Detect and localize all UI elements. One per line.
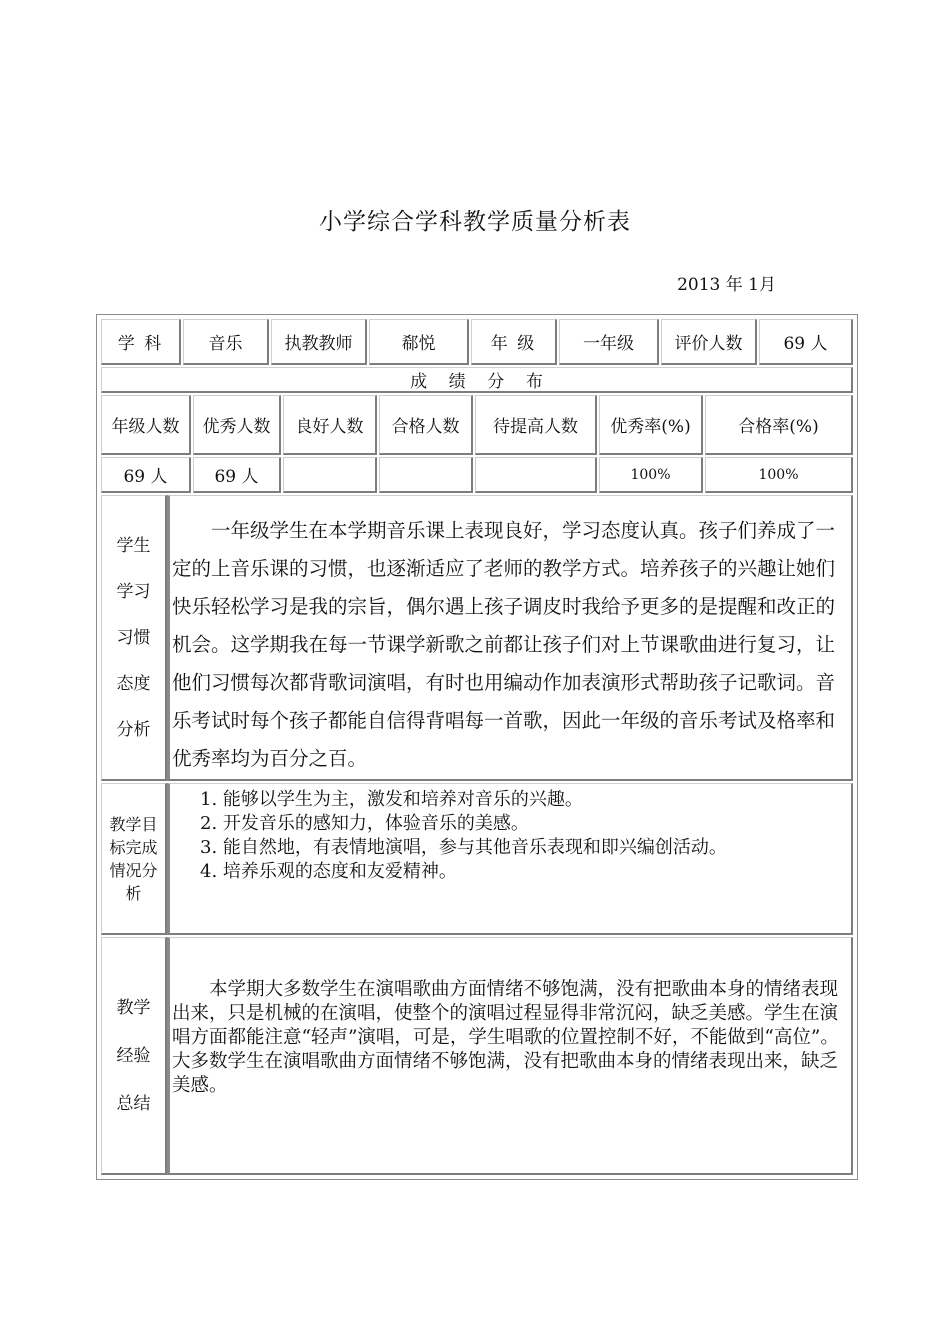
improve-count-value: [475, 457, 597, 493]
goal-item: 2. 开发音乐的感知力，体验音乐的美感。: [200, 813, 529, 834]
grade-count-value: 69 人: [101, 457, 191, 493]
eval-count-label: 评价人数: [661, 319, 757, 365]
experience-label: [101, 937, 167, 1175]
col-header-excellent-count: 优秀人数: [193, 395, 281, 455]
goal-item: 4. 培养乐观的态度和友爱精神。: [200, 861, 457, 882]
goal-item: 3. 能自然地，有表情地演唱，参与其他音乐表现和即兴编创活动。: [200, 837, 727, 858]
good-count-value: [283, 457, 377, 493]
experience-text: 本学期大多数学生在演唱歌曲方面情绪不够饱满，没有把歌曲本身的情绪表现出来，只是机械的在演唱，使整个的演唱过程显得非常沉闷，缺乏美感。学生在演唱方面都能注意“轻声”演唱，可是，学生唱歌的位置控制不好，不能做到“高位”。大多数学生在演唱歌曲方面情绪不够饱满，没有把歌曲本身的情绪表现出来，缺乏美感。: [167, 937, 853, 1175]
col-header-excellent-rate: 优秀率(%): [599, 395, 703, 455]
study-habits-label-line: 分析: [116, 719, 151, 740]
goals-label-line: 教学目: [109, 814, 158, 834]
grade-value: 一年级: [559, 319, 659, 365]
excellent-rate-value: 100%: [599, 457, 703, 493]
experience-label-line: 教学: [116, 997, 151, 1018]
study-habits-text: 一年级学生在本学期音乐课上表现良好，学习态度认真。孩子们养成了一定的上音乐课的习惯，也逐渐适应了老师的教学方式。培养孩子的兴趣让她们快乐轻松学习是我的宗旨，偶尔遇上孩子调皮时我给予更多的是提醒和改正的机会。这学期我在每一节课学新歌之前都让孩子们对上节课歌曲进行复习，让他们习惯每次都背歌词演唱，有时也用编动作加表演形式帮助孩子记歌词。音乐考试时每个孩子都能自信得背唱每一首歌，因此一年级的音乐考试及格率和优秀率均为百分之百。: [167, 495, 853, 781]
report-date: 2013 年 1月: [677, 275, 776, 295]
experience-label-line: 总结: [116, 1093, 151, 1114]
pass-rate-value: 100%: [705, 457, 853, 493]
study-habits-label-line: 学生: [116, 535, 151, 556]
goals-label-line: 情况分: [109, 860, 158, 880]
col-header-grade-count: 年级人数: [101, 395, 191, 455]
analysis-table: [96, 314, 858, 1180]
study-habits-label: [101, 495, 167, 781]
goals-list: [167, 783, 853, 935]
goals-label-line: 析: [125, 883, 142, 903]
study-habits-label-line: 习惯: [116, 627, 151, 648]
col-header-good-count: 良好人数: [283, 395, 377, 455]
grade-label: 年 级: [471, 319, 557, 365]
col-header-pass-rate: 合格率(%): [705, 395, 853, 455]
subject-label: 学 科: [101, 319, 181, 365]
goal-item: 1. 能够以学生为主，激发和培养对音乐的兴趣。: [200, 789, 583, 810]
excellent-count-value: 69 人: [193, 457, 281, 493]
study-habits-label-line: 学习: [116, 581, 151, 602]
goals-label-line: 标完成: [109, 837, 158, 857]
teacher-label: 执教教师: [271, 319, 367, 365]
eval-count-value: 69 人: [759, 319, 853, 365]
experience-label-line: 经验: [116, 1045, 151, 1066]
col-header-improve-count: 待提高人数: [475, 395, 597, 455]
goals-label: [101, 783, 167, 935]
teacher-value: 郗悦: [369, 319, 469, 365]
study-habits-label-line: 态度: [116, 673, 151, 694]
subject-value: 音乐: [183, 319, 269, 365]
score-distribution-title: 成 绩 分 布: [101, 367, 853, 393]
pass-count-value: [379, 457, 473, 493]
col-header-pass-count: 合格人数: [379, 395, 473, 455]
page-title: 小学综合学科教学质量分析表: [319, 209, 631, 235]
